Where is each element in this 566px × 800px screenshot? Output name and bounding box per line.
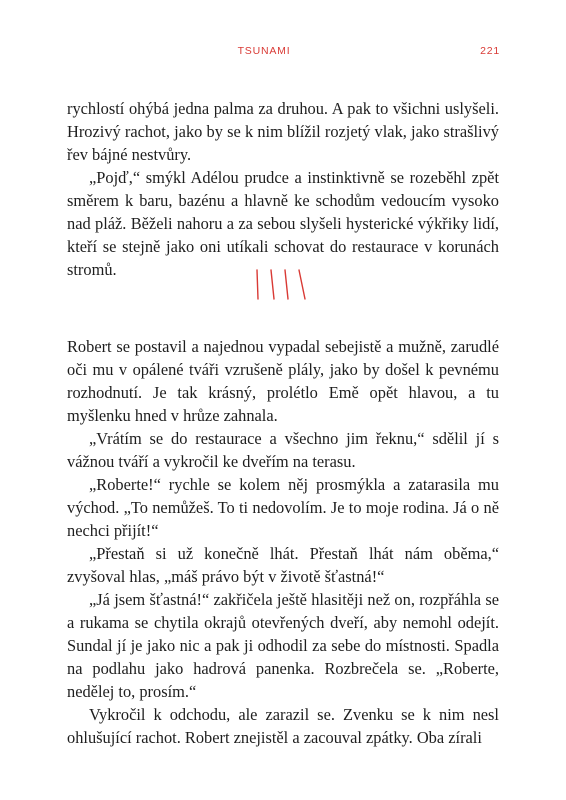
paragraph: „Já jsem šťastná!“ zakřičela ještě hlasitěji než on, rozpřáhla se a rukama se chytila okrajů otevřených dveří, aby nemohl odejít. Sundal jí je jako nic a pak ji odhodil za sebe do místnosti. Spadla na podlahu jako hadrová panenka. Rozbrečela se. „Roberte, nedělej to, prosím.“ [67, 590, 499, 701]
paragraph: „Přestaň si už konečně lhát. Přestaň lhát nám oběma,“ zvyšoval hlas, „máš právo být v životě šťastná!“ [67, 544, 499, 586]
paragraph: „Pojď,“ smýkl Adélou prudce a instinktivně se rozeběhl zpět směrem k baru, bazénu a hlavně ke schodům vedoucím vysoko nad pláž. Běželi nahoru a za sebou slyšeli hysterické výkřiky lidí, kteří se stejně jako oni utíkali schovat do restaurace v korunách stromů. [67, 168, 499, 279]
tally-mark [271, 270, 274, 299]
page-number: 221 [480, 45, 500, 57]
paragraph: „Vrátím se do restaurace a všechno jim řeknu,“ sdělil jí s vážnou tváří a vykročil ke dveřím na terasu. [67, 429, 499, 471]
text-section-2 [67, 335, 499, 749]
paragraph: Vykročil k odchodu, ale zarazil se. Zvenku se k nim nesl ohlušující rachot. Robert znejistěl a zacouval zpátky. Oba zírali [67, 705, 499, 747]
tally-mark [299, 270, 305, 299]
tally-mark [285, 270, 288, 299]
tally-mark [257, 270, 258, 299]
paragraph: „Roberte!“ rychle se kolem něj prosmýkla a zatarasila mu východ. „To nemůžeš. To ti nedovolím. Je to moje rodina. Já o ně nechci přijít!“ [67, 475, 499, 540]
paragraph: Robert se postavil a najednou vypadal sebejistě a mužně, zarudlé oči mu v opálené tváři vzrušeně plály, jako by došel k pevnému rozhodnutí. Je tak krásný, prolétlo Emě opět hlavou, a tu myšlenku hned v hrůze zahnala. [67, 337, 499, 425]
running-head [0, 45, 566, 61]
scene-break-tally-icon [247, 264, 317, 304]
running-title: TSUNAMI [237, 45, 291, 57]
text-section-1 [67, 97, 499, 281]
paragraph: rychlostí ohýbá jedna palma za druhou. A pak to všichni uslyšeli. Hrozivý rachot, jako by se k nim blížil rozjetý vlak, jako strašlivý řev bájné nestvůry. [67, 99, 499, 164]
